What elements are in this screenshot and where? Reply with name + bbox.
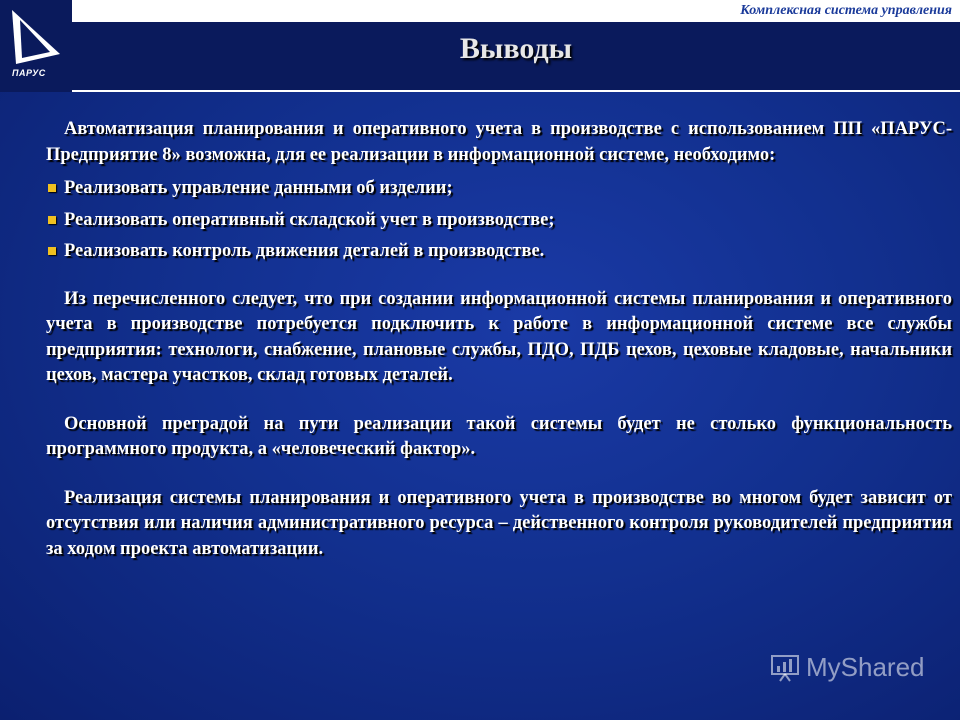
slide-title: Выводы (459, 32, 573, 65)
admin-resource-paragraph: Реализация системы планирования и оперативного учета в производстве во многом будет зависит от отсутствия или наличия административного ресурса – действенного контроля руководителей предприятия за ходом проекта автоматизации. (46, 487, 952, 559)
square-bullet-icon (48, 247, 56, 255)
slide-content (46, 117, 952, 562)
bullet-text: Реализовать контроль движения деталей в производстве. (64, 241, 545, 261)
parus-logo (0, 0, 72, 92)
services-paragraph: Из перечисленного следует, что при создании информационной системы планирования и оперативного учета в производстве потребуется подключить к работе в информационной системе все службы предприятия: технологи, снабжение, плановые службы, ПДО, ПДБ цехов, цеховые кладовые, начальники цехов, мастера участков, склад готовых деталей. (46, 288, 952, 385)
bullet-item (46, 239, 952, 265)
logo-text: ПАРУС (12, 68, 46, 78)
top-bar (72, 0, 960, 22)
square-bullet-icon (48, 184, 56, 192)
intro-paragraph: Автоматизация планирования и оперативного учета в производстве с использованием ПП «ПАРУС-Предприятие 8» возможна, для ее реализации в информационной системе, необходимо: (46, 119, 952, 165)
bullet-item (46, 208, 952, 234)
bullet-item (46, 176, 952, 202)
tagline: Комплексная система управления (740, 3, 952, 18)
sail-logo-icon (6, 6, 66, 68)
bullet-text: Реализовать управление данными об изделии; (64, 178, 453, 198)
title-divider (72, 90, 960, 92)
bullet-list (46, 176, 952, 265)
human-factor-paragraph: Основной преградой на пути реализации такой системы будет не столько функциональность программного продукта, а «человеческий фактор». (46, 413, 952, 459)
watermark-text: MyShared (806, 652, 925, 682)
square-bullet-icon (48, 216, 56, 224)
watermark (770, 652, 925, 683)
presentation-chart-icon (770, 653, 800, 683)
bullet-text: Реализовать оперативный складской учет в производстве; (64, 209, 555, 230)
